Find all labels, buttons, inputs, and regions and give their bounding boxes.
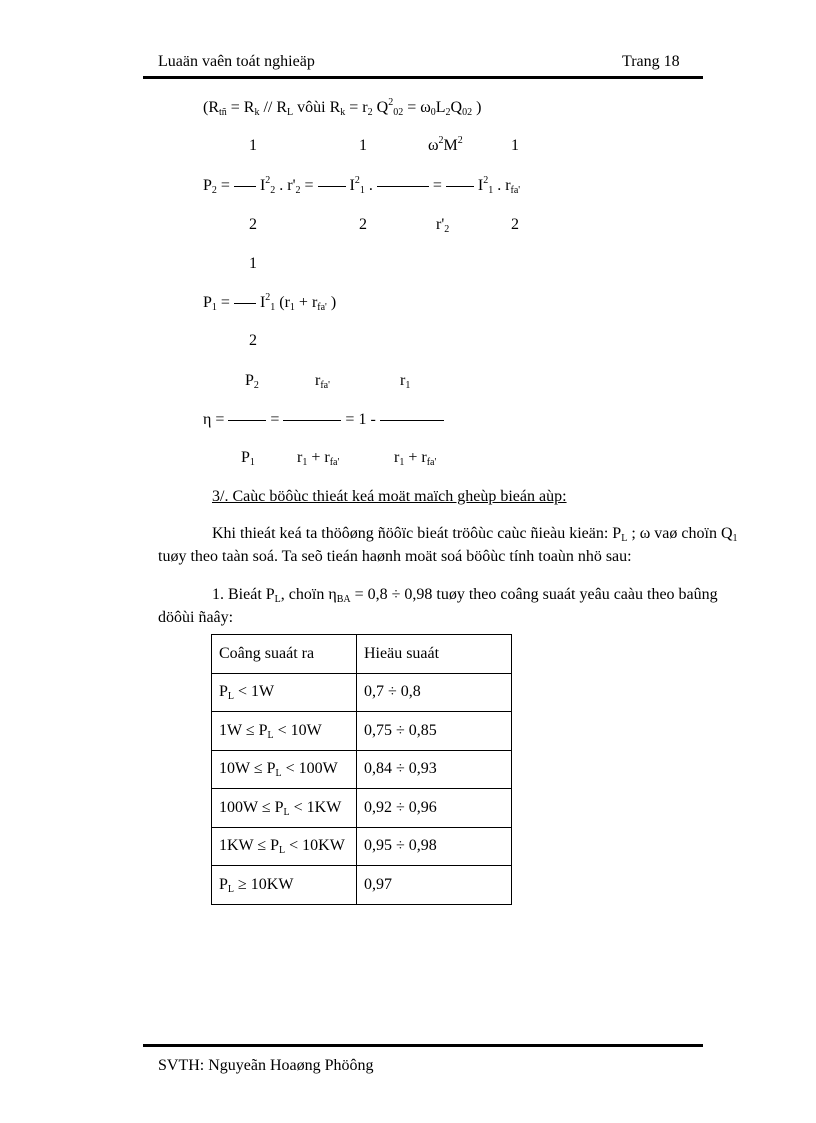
paragraph-1-line-1: Khi thieát keá ta thöôøng ñöôïc bieát tröôùc caùc ñieàu kieän: $P_L$ ; ω vaø choïn $Q_1$	[212, 525, 738, 544]
table-cell-efficiency: 0,75 ÷ 0,85	[357, 712, 512, 751]
footer-author: SVTH: Nguyeãn Hoaøng Phöông	[158, 1057, 374, 1074]
table-cell-power: $1W \le P_L < 10W$	[212, 712, 357, 751]
table-row	[212, 750, 512, 789]
p1-numerator: 1	[249, 255, 257, 272]
table-row	[212, 789, 512, 828]
table-cell-power: $10W \le P_L < 100W$	[212, 750, 357, 789]
table-cell-power: $100W \le P_L < 1KW$	[212, 789, 357, 828]
header-title: Luaän vaên toát nghieäp	[158, 53, 315, 70]
table-cell-efficiency: 0,84 ÷ 0,93	[357, 750, 512, 789]
formula-rtd: ($R_{tñ} = R_k // R_L$ vôùi $R_k = r_2$ $Q^2_{02} = \omega_0L_2Q_{02}$ )	[203, 97, 482, 118]
p2-denominator-3: $r'_2$	[436, 216, 450, 235]
table-row	[212, 866, 512, 905]
table-header-row	[212, 635, 512, 674]
p2-numerator-4: 1	[511, 137, 519, 154]
eta-denominator-3: $r_1 + r_{fa'}$	[394, 449, 437, 468]
page-number: Trang 18	[622, 53, 680, 70]
table-cell-power: $P_L \ge 10KW$	[212, 866, 357, 905]
p2-numerator-3: $\omega^2M^2$	[428, 135, 463, 154]
table-row	[212, 673, 512, 712]
p1-denominator: 2	[249, 332, 257, 349]
eta-numerator-1: $P_2$	[245, 372, 259, 391]
formula-p1: $P_1 = I^2_1$ ($r_1 + r_{fa'}$ )	[203, 292, 337, 313]
table-cell-efficiency: 0,97	[357, 866, 512, 905]
formula-eta: η = = = 1 -	[203, 412, 444, 428]
eta-numerator-3: $r_1$	[400, 372, 411, 391]
eta-denominator-1: $P_1$	[241, 449, 255, 468]
efficiency-table	[211, 634, 512, 905]
table-cell-power: $P_L < 1W$	[212, 673, 357, 712]
eta-numerator-2: $r_{fa'}$	[315, 372, 330, 391]
table-header: Hieäu suaát	[357, 635, 512, 674]
paragraph-2-line-1: 1. Bieát $P_L$, choïn $\eta_{BA} = 0,8 \div 0,98$ tuøy theo coâng suaát yeâu caàu theo baûng	[212, 586, 718, 605]
p2-numerator-1: 1	[249, 137, 257, 154]
header-rule	[143, 76, 703, 79]
section-heading: 3/. Caùc böôùc thieát keá moät maïch gheùp bieán aùp:	[212, 488, 567, 505]
footer-rule	[143, 1044, 703, 1047]
paragraph-1-line-2: tuøy theo taàn soá. Ta seõ tieán haønh moät soá böôùc tính toaùn nhö sau:	[158, 548, 632, 565]
p2-denominator-4: 2	[511, 216, 519, 233]
table-cell-efficiency: 0,95 ÷ 0,98	[357, 827, 512, 866]
paragraph-2-line-2: döôùi ñaây:	[158, 609, 234, 626]
table-cell-efficiency: 0,7 ÷ 0,8	[357, 673, 512, 712]
table-cell-efficiency: 0,92 ÷ 0,96	[357, 789, 512, 828]
eta-denominator-2: $r_1 + r_{fa'}$	[297, 449, 340, 468]
table-row	[212, 712, 512, 751]
table-row	[212, 827, 512, 866]
table-header: Coâng suaát ra	[212, 635, 357, 674]
formula-p2: $P_2 = I^2_2$ . $r'_2 = I^2_1$ . = $I^2_1$ . $r_{fa'}$	[203, 175, 521, 196]
p2-denominator-2: 2	[359, 216, 367, 233]
p2-numerator-2: 1	[359, 137, 367, 154]
p2-denominator-1: 2	[249, 216, 257, 233]
table-cell-power: $1KW \le P_L < 10KW$	[212, 827, 357, 866]
